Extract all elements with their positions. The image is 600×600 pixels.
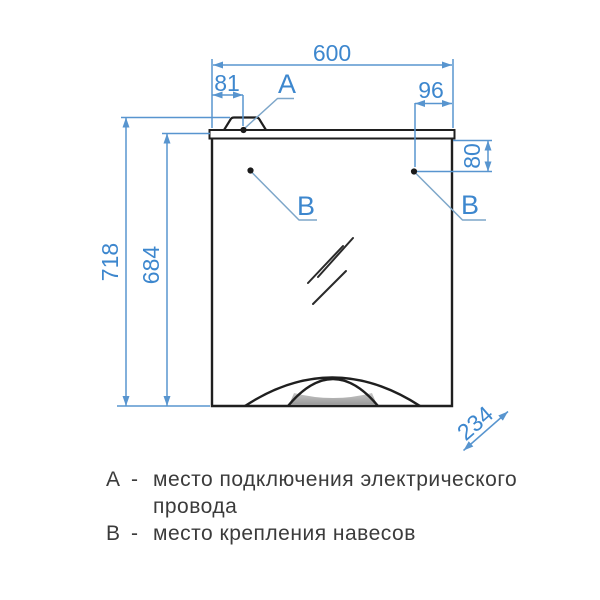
- glare-line: [308, 246, 343, 283]
- callout-letter-b-right: В: [460, 190, 480, 220]
- hinge-dot-right: [411, 168, 417, 174]
- dim-label-depth: 234: [451, 400, 499, 446]
- dim-label-clip-offset: 81: [214, 70, 240, 96]
- legend-key-a: А: [106, 468, 121, 491]
- legend-text-a-line1: место подключения электрического: [153, 468, 518, 491]
- mirror-body-outline: [212, 139, 452, 407]
- extension-lines: [117, 59, 492, 406]
- legend: [106, 466, 546, 547]
- dim-label-hinge-offset: 96: [418, 77, 444, 103]
- dimension-labels: [97, 40, 498, 445]
- mirror-glare-lines: [308, 238, 353, 304]
- bottom-shelf-fill: [289, 393, 377, 405]
- callout-leaders: [245, 99, 486, 221]
- legend-dash: -: [131, 468, 139, 491]
- dim-label-width: 600: [312, 40, 352, 66]
- legend-text-a: [153, 466, 546, 520]
- legend-text-a-line2: провода: [153, 495, 238, 518]
- legend-text-b: [153, 520, 546, 547]
- power-connection-dot: [240, 127, 246, 133]
- callout-letter-a: А: [277, 69, 297, 99]
- hinge-dot-left: [247, 167, 253, 173]
- legend-key-b: В: [106, 522, 121, 545]
- legend-text-b-line1: место крепления навесов: [153, 522, 416, 545]
- dim-label-door-height: 684: [138, 245, 164, 285]
- cabinet-outline-group: [210, 118, 455, 407]
- glare-line: [318, 238, 353, 277]
- dimension-lines: [126, 65, 508, 451]
- legend-dash: -: [131, 522, 139, 545]
- legend-row-b: [106, 520, 546, 547]
- dim-label-total-height: 718: [97, 242, 123, 282]
- callout-letter-b-left: В: [296, 191, 316, 221]
- dim-label-hinge-drop: 80: [459, 143, 485, 169]
- legend-row-a: [106, 466, 546, 520]
